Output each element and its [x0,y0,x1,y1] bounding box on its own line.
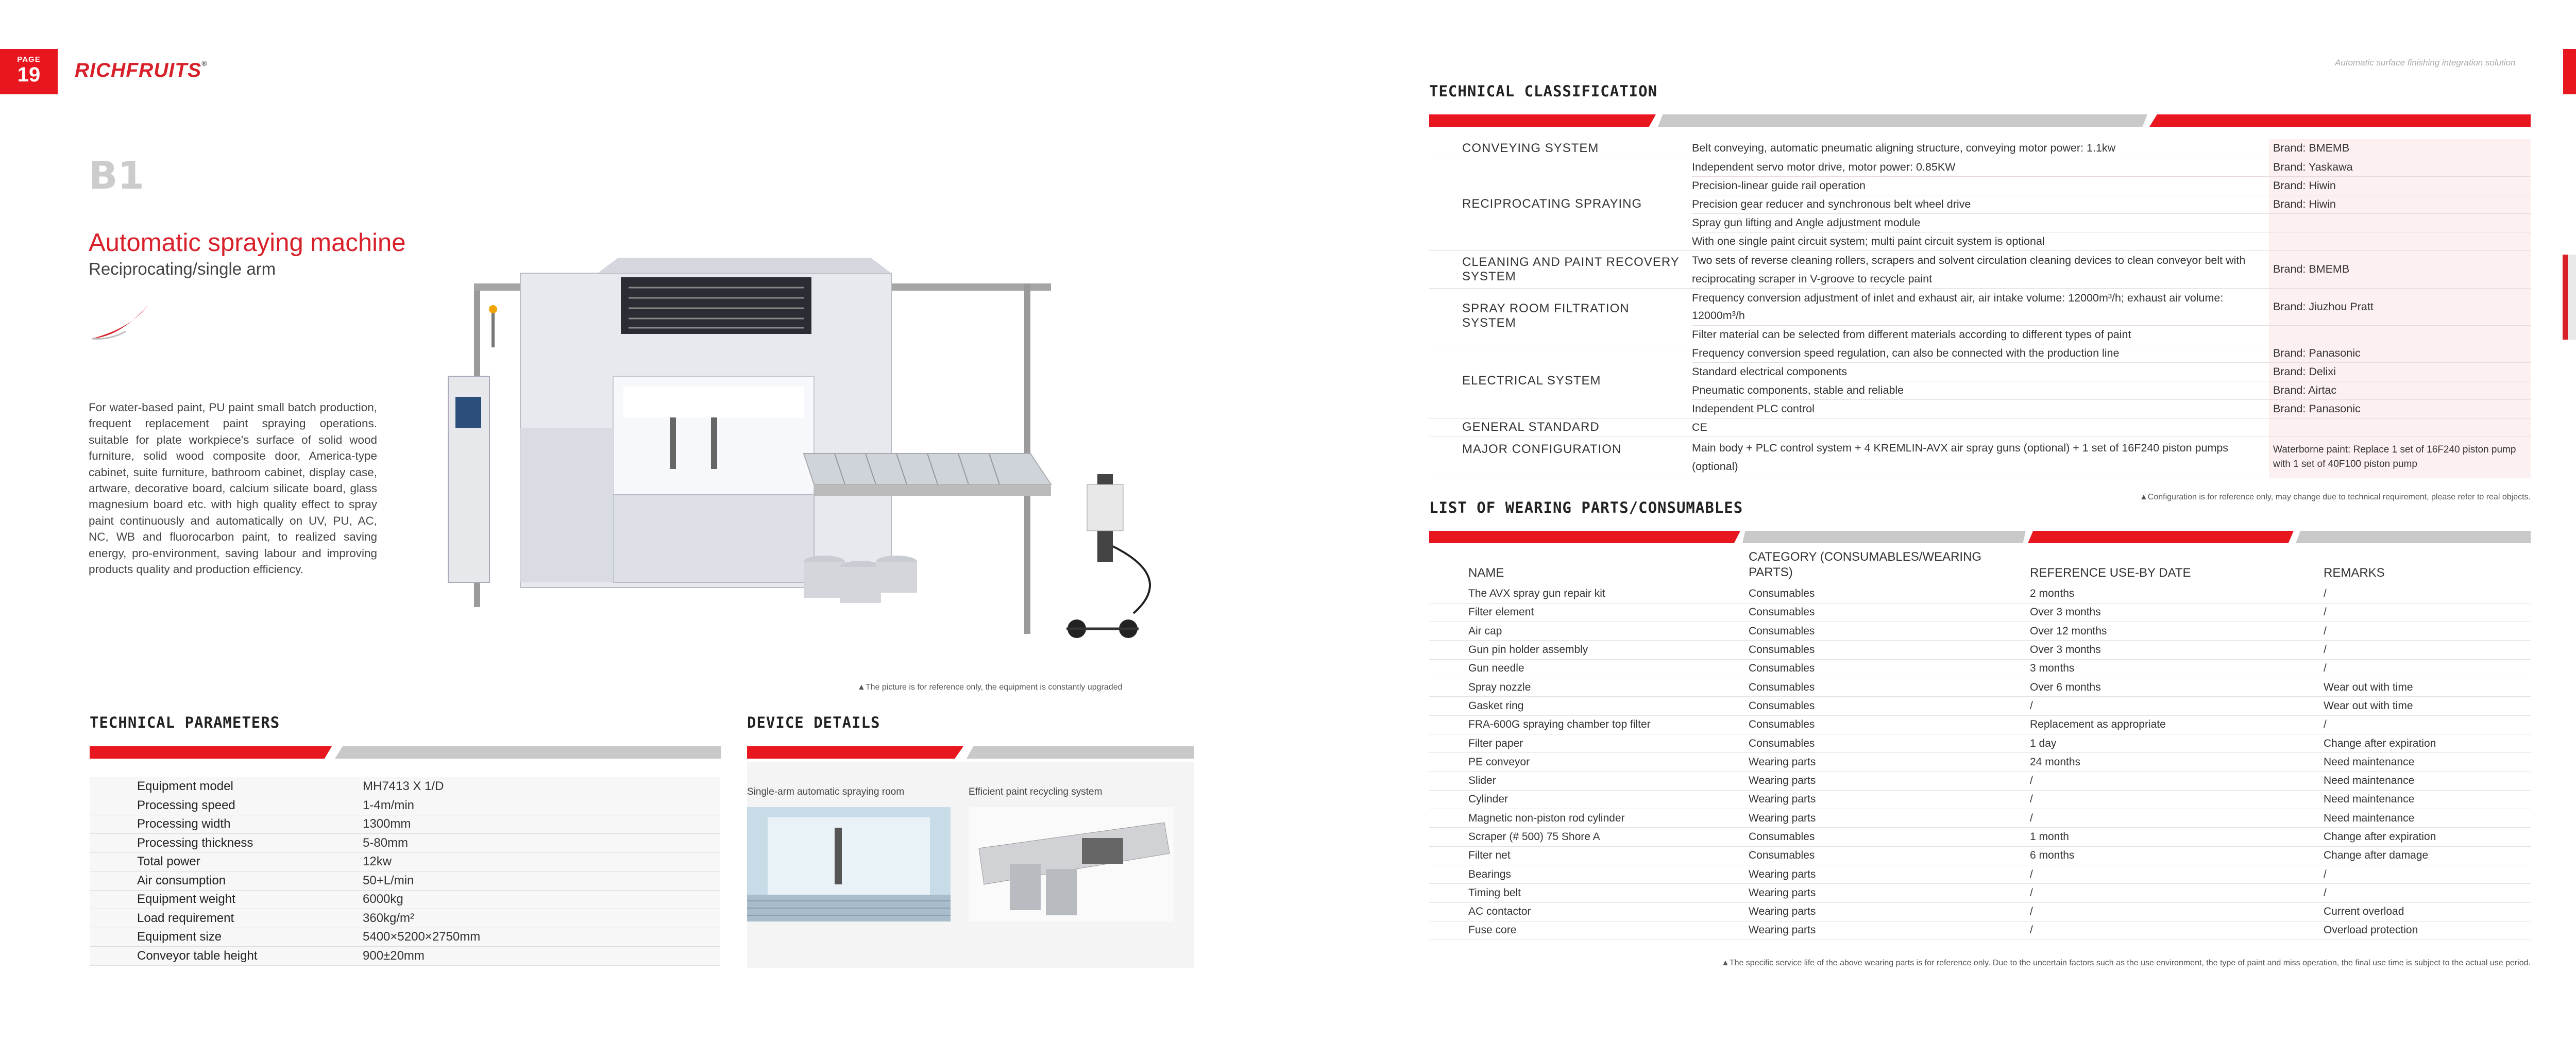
brand-mark: ® [201,59,208,68]
part-name: Gun pin holder assembly [1429,641,1741,659]
part-category: Wearing parts [1741,809,2023,828]
part-category: Consumables [1741,659,2023,678]
param-value: 12kw [363,852,720,872]
row-brand: Brand: Hiwin [2269,176,2531,195]
part-name: Bearings [1429,865,1741,883]
category-label: CONVEYING SYSTEM [1429,139,1692,158]
table-row [1429,678,2531,696]
part-remarks: Need maintenance [2291,809,2531,828]
part-name: Magnetic non-piston rod cylinder [1429,809,1741,828]
part-remarks: / [2291,659,2531,678]
param-label: Load requirement [90,909,363,928]
part-use-by: 1 month [2023,828,2291,846]
part-use-by: / [2023,921,2291,940]
part-use-by: / [2023,697,2291,715]
table-row [1429,437,2531,478]
table-row [1429,697,2531,715]
part-category: Wearing parts [1741,902,2023,921]
row-brand [2269,232,2531,250]
brand-name: RICHFRUITS [75,59,202,81]
table-row [90,909,720,928]
param-value: 900±20mm [363,947,720,966]
col-header-category: CATEGORY (CONSUMABLES/WEARING PARTS) [1749,550,1982,579]
col-header-date: REFERENCE USE-BY DATE [2030,566,2191,580]
part-remarks: Change after expiration [2291,828,2531,846]
table-row [90,947,720,966]
table-row [90,928,720,947]
table-row [90,872,720,891]
part-remarks: Current overload [2291,902,2531,921]
part-name: Spray nozzle [1429,678,1741,696]
classification-bar [1429,114,2531,127]
device-details-bar [747,746,1194,759]
part-category: Wearing parts [1741,790,2023,809]
table-row [90,815,720,834]
part-remarks: / [2291,622,2531,641]
part-name: Scraper (# 500) 75 Shore A [1429,828,1741,846]
device-caption: Single-arm automatic spraying room [747,786,905,797]
row-desc: Precision gear reducer and synchronous belt wheel drive [1692,195,2269,213]
param-value: 5400×5200×2750mm [363,928,720,947]
param-label: Equipment weight [90,890,363,909]
page-number: 19 [17,63,41,86]
table-header [1429,548,2531,584]
part-use-by: Over 3 months [2023,641,2291,659]
row-brand: Brand: Yaskawa [2269,158,2531,176]
param-label: Total power [90,852,363,872]
table-row [90,890,720,909]
wearing-title: LIST OF WEARING PARTS/CONSUMABLES [1429,499,1743,516]
table-row [1429,715,2531,734]
table-row [1429,846,2531,865]
classification-title: TECHNICAL CLASSIFICATION [1429,82,1658,100]
row-brand: Brand: Panasonic [2269,399,2531,418]
part-category: Consumables [1741,641,2023,659]
part-category: Consumables [1741,715,2023,734]
col-header-remarks: REMARKS [2324,566,2385,580]
table-row [90,796,720,815]
tech-params-table [90,777,720,966]
part-category: Consumables [1741,603,2023,622]
table-row [1429,902,2531,921]
part-remarks: Need maintenance [2291,790,2531,809]
category-label: GENERAL STANDARD [1429,418,1692,437]
part-name: AC contactor [1429,902,1741,921]
part-category: Consumables [1741,828,2023,846]
part-name: Timing belt [1429,884,1741,902]
row-brand: Brand: Panasonic [2269,344,2531,362]
part-name: Gun needle [1429,659,1741,678]
row-desc: Belt conveying, automatic pneumatic aligning structure, conveying motor power: 1.1kw [1692,139,2269,158]
table-row [1429,288,2531,325]
part-remarks: Wear out with time [2291,697,2531,715]
tech-params-title: TECHNICAL PARAMETERS [90,714,280,731]
row-desc: Standard electrical components [1692,362,2269,381]
param-label: Processing thickness [90,834,363,853]
table-row [1429,641,2531,659]
part-remarks: Overload protection [2291,921,2531,940]
row-brand [2269,213,2531,232]
part-use-by: / [2023,884,2291,902]
row-brand: Waterborne paint: Replace 1 set of 16F240 piston pump with 1 set of 40F100 piston pump [2269,437,2531,478]
part-category: Consumables [1741,734,2023,752]
part-category: Consumables [1741,678,2023,696]
part-use-by: / [2023,902,2291,921]
part-remarks: / [2291,884,2531,902]
part-remarks: / [2291,865,2531,883]
part-name: The AVX spray gun repair kit [1429,584,1741,603]
part-remarks: Need maintenance [2291,772,2531,790]
table-row [1429,344,2531,362]
part-remarks: / [2291,603,2531,622]
device-details-title: DEVICE DETAILS [747,714,880,731]
table-row [1429,622,2531,641]
table-row [1429,753,2531,772]
part-name: Slider [1429,772,1741,790]
part-name: Filter element [1429,603,1741,622]
row-brand: Brand: Hiwin [2269,195,2531,213]
row-desc: Frequency conversion speed regulation, can also be connected with the production line [1692,344,2269,362]
part-name: Cylinder [1429,790,1741,809]
page-label [2563,49,2576,64]
tagline: Automatic surface finishing integration solution [2335,58,2516,68]
table-row [1429,921,2531,940]
param-value: 360kg/m² [363,909,720,928]
param-value: 5-80mm [363,834,720,853]
page-tab-right [2563,49,2576,94]
table-row [1429,734,2531,752]
row-desc: Pneumatic components, stable and reliable [1692,381,2269,399]
swoosh-decoration [90,301,151,343]
part-use-by: / [2023,865,2291,883]
part-remarks: Change after damage [2291,846,2531,865]
row-brand: Brand: Delixi [2269,362,2531,381]
classification-table [1429,139,2531,478]
row-desc: Filter material can be selected from different materials according to different types of paint [1692,325,2269,344]
table-row [90,777,720,796]
part-remarks: / [2291,641,2531,659]
part-category: Wearing parts [1741,772,2023,790]
part-use-by: Over 12 months [2023,622,2291,641]
machine-image [443,258,1200,649]
param-label: Equipment model [90,777,363,796]
product-subtitle: Reciprocating/single arm [89,259,276,278]
category-label: SPRAY ROOM FILTRATION SYSTEM [1429,288,1692,344]
row-desc: Two sets of reverse cleaning rollers, scrapers and solvent circulation cleaning devices to clean conveyor belt with reciprocating scraper in V-groove to recycle paint [1692,250,2269,288]
row-desc: CE [1692,418,2269,437]
part-remarks: / [2291,715,2531,734]
part-use-by: 6 months [2023,846,2291,865]
row-brand [2269,418,2531,437]
row-brand: Brand: Airtac [2269,381,2531,399]
table-row [1429,250,2531,288]
device-caption: Efficient paint recycling system [969,786,1103,797]
table-row [1429,865,2531,883]
param-label: Equipment size [90,928,363,947]
table-row [1429,659,2531,678]
table-row [90,834,720,853]
param-value: 1300mm [363,815,720,834]
param-label: Processing speed [90,796,363,815]
part-use-by: / [2023,772,2291,790]
part-category: Wearing parts [1741,753,2023,772]
spraying-room-image [747,807,951,921]
picture-note: ▲The picture is for reference only, the equipment is constantly upgraded [857,683,1123,692]
recycling-system-image [969,807,1174,921]
part-category: Wearing parts [1741,884,2023,902]
part-use-by: / [2023,809,2291,828]
table-row [1429,809,2531,828]
param-value: 50+L/min [363,872,720,891]
col-header-name: NAME [1468,566,1504,580]
row-desc: Independent servo motor drive, motor power: 0.85KW [1692,158,2269,176]
row-brand: Brand: BMEMB [2269,139,2531,158]
table-row [1429,584,2531,603]
product-title: Automatic spraying machine [89,229,406,257]
part-use-by: 2 months [2023,584,2291,603]
part-category: Consumables [1741,622,2023,641]
page-label: PAGE [17,55,41,64]
table-row [1429,603,2531,622]
part-use-by: Over 6 months [2023,678,2291,696]
category-label: MAJOR CONFIGURATION [1429,437,1692,478]
part-name: Filter paper [1429,734,1741,752]
category-label: CLEANING AND PAINT RECOVERY SYSTEM [1429,250,1692,288]
part-use-by: Over 3 months [2023,603,2291,622]
part-category: Wearing parts [1741,865,2023,883]
param-value: MH7413 X 1/D [363,777,720,796]
table-row [1429,772,2531,790]
table-row [1429,418,2531,437]
table-row [90,852,720,872]
model-code: B1 [89,154,144,198]
table-row [1429,828,2531,846]
param-value: 1-4m/min [363,796,720,815]
series-side-tab [2563,255,2576,340]
wearing-parts-table [1429,548,2531,940]
row-desc: With one single paint circuit system; multi paint circuit system is optional [1692,232,2269,250]
part-use-by: Replacement as appropriate [2023,715,2291,734]
part-use-by: / [2023,790,2291,809]
part-name: PE conveyor [1429,753,1741,772]
part-remarks: Wear out with time [2291,678,2531,696]
table-row [1429,158,2531,176]
part-name: FRA-600G spraying chamber top filter [1429,715,1741,734]
row-brand: Brand: Jiuzhou Pratt [2269,288,2531,325]
part-name: Air cap [1429,622,1741,641]
page-number [2563,64,2576,86]
param-label: Air consumption [90,872,363,891]
row-desc: Independent PLC control [1692,399,2269,418]
part-remarks: / [2291,584,2531,603]
row-desc: Spray gun lifting and Angle adjustment module [1692,213,2269,232]
part-remarks: Need maintenance [2291,753,2531,772]
config-note: ▲Configuration is for reference only, may change due to technical requirement, please refer to real objects. [2139,493,2531,501]
part-name: Filter net [1429,846,1741,865]
part-use-by: 1 day [2023,734,2291,752]
part-category: Consumables [1741,584,2023,603]
row-desc: Frequency conversion adjustment of inlet and exhaust air, air intake volume: 12000m³/h; exhaust air volume: 12000m³/h [1692,288,2269,325]
part-category: Consumables [1741,846,2023,865]
row-desc: Main body + PLC control system + 4 KREMLIN-AVX air spray guns (optional) + 1 set of 16F240 piston pumps (optional) [1692,437,2269,478]
part-remarks: Change after expiration [2291,734,2531,752]
table-row [1429,139,2531,158]
wearing-note: ▲The specific service life of the above wearing parts is for reference only. Due to the uncertain factors such as the use environment, the type of paint and miss operation, the final use time is subject to the actual use period. [1721,959,2531,967]
part-name: Fuse core [1429,921,1741,940]
category-label: RECIPROCATING SPRAYING [1429,158,1692,250]
row-desc: Precision-linear guide rail operation [1692,176,2269,195]
page-tab-left [0,49,58,94]
row-brand: Brand: BMEMB [2269,250,2531,288]
part-name: Gasket ring [1429,697,1741,715]
param-value: 6000kg [363,890,720,909]
wearing-bar [1429,531,2531,543]
product-intro: For water-based paint, PU paint small batch production, frequent replacement paint spraying operations. suitable for plate workpiece's surface of solid wood furniture, solid wood composite door, America-type cabinet, suite furniture, bathroom cabinet, display case, artware, decorative board, calcium silicate board, glass magnesium board etc. with high quality effect to spray paint continuously and automatically on UV, PU, AC, NC, WB and fluorocarbon paint, to realized saving energy, pro-environment, saving labour and improving products quality and production efficiency. [89,401,377,576]
part-category: Wearing parts [1741,921,2023,940]
table-row [1429,884,2531,902]
category-label: ELECTRICAL SYSTEM [1429,344,1692,418]
param-label: Conveyor table height [90,947,363,966]
brand-logo [75,59,207,82]
part-category: Consumables [1741,697,2023,715]
row-brand [2269,325,2531,344]
part-use-by: 24 months [2023,753,2291,772]
tech-params-bar [90,746,721,759]
table-row [1429,790,2531,809]
param-label: Processing width [90,815,363,834]
part-use-by: 3 months [2023,659,2291,678]
